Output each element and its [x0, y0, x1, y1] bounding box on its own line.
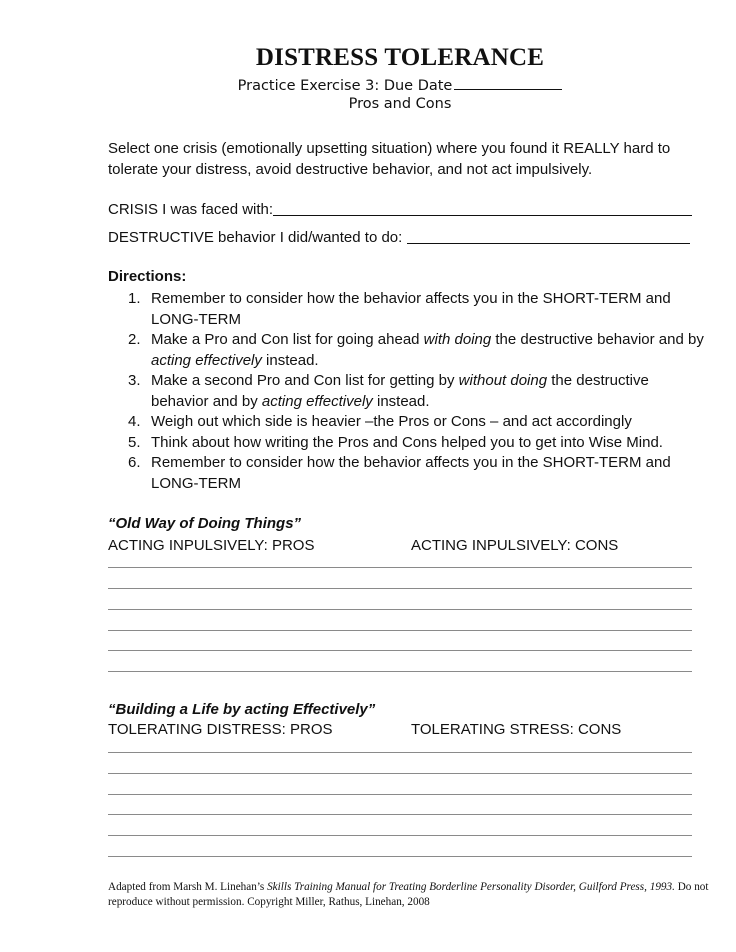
destructive-label: DESTRUCTIVE behavior I did/wanted to do: — [108, 229, 403, 246]
directions-heading: Directions: — [108, 268, 187, 285]
direction-item: 6. Remember to consider how the behavior affects you in the SHORT-TERM and LONG-TERM — [128, 454, 671, 492]
crisis-label: CRISIS I was faced with: — [108, 201, 274, 218]
intro-paragraph: Select one crisis (emotionally upsetting situation) where you found it REALLY hard to tolerate your distress, avoid destructive behavior, and not act impulsively. — [108, 140, 671, 178]
writing-line[interactable] — [108, 835, 692, 836]
writing-line[interactable] — [108, 588, 692, 589]
destructive-blank[interactable] — [407, 243, 690, 244]
page-title: DISTRESS TOLERANCE — [255, 44, 545, 71]
direction-item: 2. Make a Pro and Con list for going ahead with doing the destructive behavior and by acting effectively instead. — [128, 331, 704, 369]
subtitle-due-date — [0, 75, 736, 94]
due-date-blank[interactable] — [454, 75, 562, 90]
writing-line[interactable] — [108, 650, 692, 651]
writing-line[interactable] — [108, 671, 692, 672]
crisis-blank[interactable] — [273, 215, 692, 216]
new-way-cons-header: TOLERATING STRESS: CONS — [411, 721, 622, 738]
new-way-pros-header: TOLERATING DISTRESS: PROS — [108, 721, 333, 738]
old-way-pros-header: ACTING INPULSIVELY: PROS — [108, 537, 315, 554]
direction-item: 5. Think about how writing the Pros and Cons helped you to get into Wise Mind. — [128, 433, 663, 451]
writing-line[interactable] — [108, 752, 692, 753]
direction-item: 3. Make a second Pro and Con list for getting by without doing the destructive behavior and by acting effectively instead. — [128, 372, 649, 410]
subtitle-pros-cons: Pros and Cons — [348, 96, 452, 112]
directions-list — [108, 289, 708, 494]
writing-line[interactable] — [108, 794, 692, 795]
footer-citation: Adapted from Marsh M. Linehan’s Skills Training Manual for Treating Borderline Personality Disorder, Guilford Press, 1993. Do not reproduce without permission. Copyright Miller, Rathus, Linehan, 2008 — [108, 881, 709, 908]
direction-item: 4. Weigh out which side is heavier –the Pros or Cons – and act accordingly — [128, 413, 632, 430]
direction-item: 1. Remember to consider how the behavior affects you in the SHORT-TERM and LONG-TERM — [128, 290, 671, 328]
writing-line[interactable] — [108, 567, 692, 568]
new-way-heading: “Building a Life by acting Effectively” — [108, 701, 376, 718]
old-way-heading: “Old Way of Doing Things” — [108, 515, 302, 532]
old-way-cons-header: ACTING INPULSIVELY: CONS — [411, 537, 619, 554]
writing-line[interactable] — [108, 773, 692, 774]
writing-line[interactable] — [108, 630, 692, 631]
writing-line[interactable] — [108, 609, 692, 610]
writing-line[interactable] — [108, 856, 692, 857]
writing-line[interactable] — [108, 814, 692, 815]
subtitle-text: Practice Exercise 3: Due Date — [237, 78, 453, 94]
